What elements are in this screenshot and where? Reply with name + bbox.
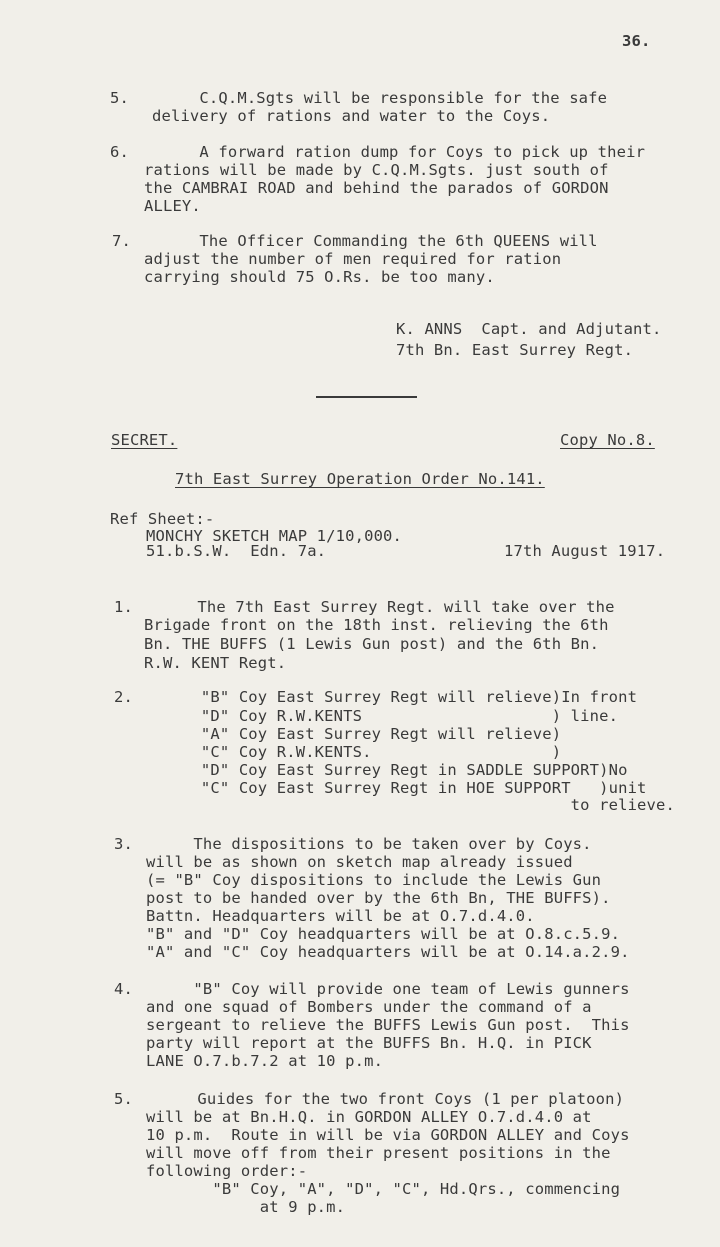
para-line: "B" Coy, "A", "D", "C", Hd.Qrs., commencing (146, 1180, 621, 1198)
order-date: 17th August 1917. (504, 542, 666, 560)
para-line: (= "B" Coy dispositions to include the Lewis Gun (146, 871, 602, 889)
para-line: "D" Coy R.W.KENTS ) line. (144, 707, 619, 725)
para-line: following order:- (146, 1162, 308, 1180)
copy-number: Copy No.8. (560, 431, 655, 449)
para-line: carrying should 75 O.Rs. be too many. (144, 268, 495, 286)
para-line: Guides for the two front Coys (1 per platoon) (150, 1090, 625, 1108)
para-number: 6. (110, 143, 129, 161)
para-line: rations will be made by C.Q.M.Sgts. just south of (144, 161, 609, 179)
para-line: adjust the number of men required for ration (144, 250, 562, 268)
para-line: "A" Coy East Surrey Regt will relieve) (144, 725, 562, 743)
para-line: "B" Coy East Surrey Regt will relieve)In front (144, 688, 638, 706)
para-line: and one squad of Bombers under the command of a (146, 998, 592, 1016)
para-number: 4. (114, 980, 133, 998)
para-number: 3. (114, 835, 133, 853)
para-line: "B" and "D" Coy headquarters will be at O.8.c.5.9. (146, 925, 621, 943)
para-line: 10 p.m. Route in will be via GORDON ALLEY and Coys (146, 1126, 630, 1144)
para-number: 7. (112, 232, 131, 250)
para-line: delivery of rations and water to the Coys. (152, 107, 551, 125)
para-number: 2. (114, 688, 133, 706)
para-line: party will report at the BUFFS Bn. H.Q. in PICK (146, 1034, 592, 1052)
para-number: 1. (114, 598, 133, 616)
para-line: post to be handed over by the 6th Bn, THE BUFFS). (146, 889, 611, 907)
para-line: A forward ration dump for Coys to pick up their (152, 143, 646, 161)
signature-line: 7th Bn. East Surrey Regt. (396, 341, 634, 359)
para-line: The dispositions to be taken over by Coys. (146, 835, 592, 853)
para-line: sergeant to relieve the BUFFS Lewis Gun post. This (146, 1016, 630, 1034)
para-line: Battn. Headquarters will be at O.7.d.4.0. (146, 907, 535, 925)
order-title: 7th East Surrey Operation Order No.141. (175, 470, 545, 488)
para-line: "C" Coy R.W.KENTS. ) (144, 743, 562, 761)
para-line: C.Q.M.Sgts will be responsible for the safe (152, 89, 608, 107)
para-line: ALLEY. (144, 197, 201, 215)
ref-label: Ref Sheet:- (110, 510, 215, 528)
signature-line: K. ANNS Capt. and Adjutant. (396, 320, 662, 338)
para-number: 5. (110, 89, 129, 107)
para-line: "C" Coy East Surrey Regt in HOE SUPPORT )unit (144, 779, 647, 797)
para-number: 5. (114, 1090, 133, 1108)
ref-map: MONCHY SKETCH MAP 1/10,000. (146, 527, 403, 545)
secret-label: SECRET. (111, 431, 178, 449)
para-line: The 7th East Surrey Regt. will take over the (150, 598, 615, 616)
section-divider (316, 396, 417, 398)
para-line: to relieve. (144, 796, 675, 814)
ref-sheet: 51.b.S.W. Edn. 7a. (146, 542, 327, 560)
para-line: will be at Bn.H.Q. in GORDON ALLEY O.7.d.4.0 at (146, 1108, 592, 1126)
para-line: The Officer Commanding the 6th QUEENS will (152, 232, 598, 250)
para-line: "A" and "C" Coy headquarters will be at O.14.a.2.9. (146, 943, 630, 961)
para-line: Bn. THE BUFFS (1 Lewis Gun post) and the 6th Bn. (144, 635, 600, 653)
page-number: 36. (622, 32, 651, 50)
para-line: "B" Coy will provide one team of Lewis gunners (146, 980, 630, 998)
para-line: "D" Coy East Surrey Regt in SADDLE SUPPORT)No (144, 761, 628, 779)
para-line: at 9 p.m. (146, 1198, 346, 1216)
para-line: will move off from their present positions in the (146, 1144, 611, 1162)
para-line: Brigade front on the 18th inst. relieving the 6th (144, 616, 609, 634)
para-line: LANE O.7.b.7.2 at 10 p.m. (146, 1052, 384, 1070)
para-line: R.W. KENT Regt. (144, 654, 287, 672)
para-line: the CAMBRAI ROAD and behind the parados of GORDON (144, 179, 609, 197)
para-line: will be as shown on sketch map already issued (146, 853, 573, 871)
